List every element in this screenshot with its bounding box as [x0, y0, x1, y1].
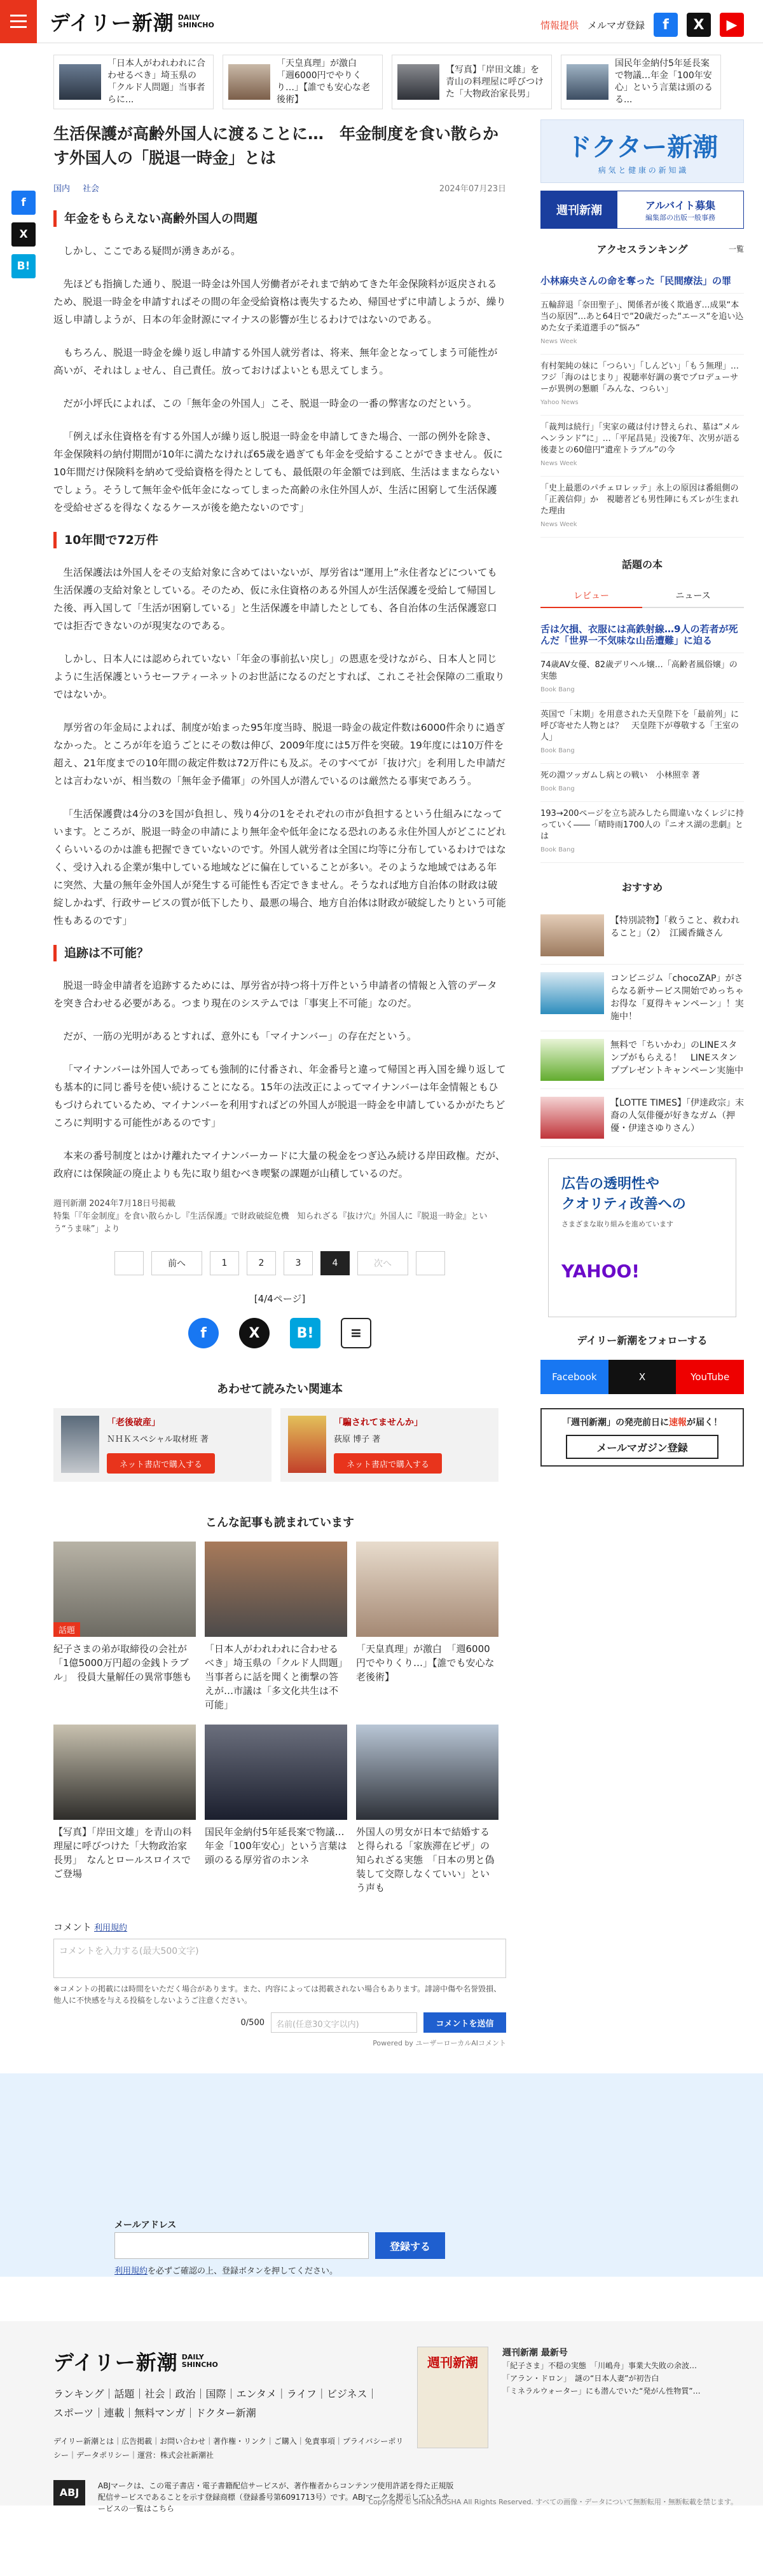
abj-text: ABJマークは、この電子書店・電子書籍配信サービスが、著作権者からコンテンツ使用許諾を得た正規版配信サービスであることを示す登録商標（登録番号第6091713号）です。ABJマークを掲示しているサービスの一覧はこちら: [98, 2481, 454, 2513]
site-logo[interactable]: [50, 7, 214, 36]
tab-review[interactable]: レビュー: [540, 584, 642, 608]
pagination: [53, 1251, 506, 1275]
article-title: 生活保護が高齢外国人に渡ることに… 年金制度を食い散らかす外国人の「脱退一時金」とは: [53, 125, 499, 167]
section-heading: 10年間で72万件: [53, 532, 506, 548]
menu-icon[interactable]: [0, 0, 37, 43]
facebook-icon[interactable]: f: [654, 13, 678, 37]
comment-section: コメント 利用規約 コメントを入力する(最大500文字) ※コメントの掲載には時間をいただく場合があります。また、内容によっては掲載されない場合もあります。誹謗中傷や名誉毀損、他人に不快感を与える投稿をしないようご注意ください。 0/500 名前(任意30文字以内) コメントを送信 Powered by ユーザーローカルAIコメント: [53, 1922, 506, 2047]
page-blank: [416, 1251, 445, 1275]
follow-title: デイリー新潮をフォローする: [577, 1334, 708, 1346]
page-2[interactable]: 2: [247, 1251, 276, 1275]
email-label: メールアドレス: [114, 2220, 177, 2230]
ranking-item[interactable]: 五輪辞退「奈田聖子」、関係者が後く欺過ぎ…成果“本当の原因”…あと64日で“20歳だった“エース“を追い込めた女子柔道選手の“悩み“ News Week: [540, 294, 744, 355]
ranking-title: アクセスランキング: [596, 243, 688, 255]
page-1[interactable]: 1: [210, 1251, 239, 1275]
book-item[interactable]: 舌は欠損、衣服には高鉄射線…9人の若者が死んだ「世界一不気味な山岳遭難」に迫る: [540, 617, 744, 653]
book-cover: [61, 1416, 99, 1473]
next-button[interactable]: 次へ: [357, 1251, 408, 1275]
page-count: [4/4ページ]: [254, 1293, 306, 1305]
ranking-item[interactable]: 小林麻央さんの命を奪った「民間療法」の罪: [540, 269, 744, 294]
newsletter-section: [0, 2073, 763, 2277]
page-blank: [114, 1251, 144, 1275]
newsletter-note: 利用規約を必ずご確認の上、登録ボタンを押してください。: [114, 2267, 338, 2276]
latest-issue: 週刊新潮 最新号 「紀子さま」不穏の実態 「川嶋舟」事業大失敗の余波… 「アラン・ドロン」 謎の“日本人妻”が初告白 「ミネラルウォーター」にも潜んでいた“発がん性物質”…: [502, 2347, 718, 2397]
sidebar: [540, 119, 744, 2048]
trending-bar: [0, 43, 763, 119]
prev-button[interactable]: 前へ: [151, 1251, 202, 1275]
follow-x-button[interactable]: X: [608, 1360, 677, 1394]
char-count: 0/500: [240, 2017, 265, 2028]
paragraph: 厚労省の年金局によれば、制度が始まった95年度当時、脱退一時金の裁定件数は6000件余りに過ぎなかった。ところが年を追うごとにその数は伸び、2009年度には5万件を突破。19年度には10万件を超え、21年度までの10年間の裁定件数は72万件にも及ぶ。そのすべてが「抜け穴」を利用した申請だとは言わないが、相当数の「無年金予備軍」の外国人が潜んでいるのは厳然たる事実であろう。: [53, 722, 506, 787]
ranking-item[interactable]: 有村架純の妹に「つらい」「しんどい」「もう無理」…フジ「海のはじまり」視聴率好調の裏でプロデューサーが異例の懇願「みんな、つらい」 Yahoo News: [540, 355, 744, 416]
email-input[interactable]: [114, 2232, 369, 2259]
trending-thumb: [59, 64, 101, 100]
card-image: [53, 1542, 196, 1637]
latest-item[interactable]: 「アラン・ドロン」 謎の“日本人妻”が初告白: [502, 2374, 659, 2383]
paragraph: 脱退一時金申請者を追跡するためには、厚労省が持つ将十万件という申請者の情報と入管のデータを突き合わせる必要がある。つまり現在のシステムでは「事実上不可能」なのだ。: [53, 980, 497, 1009]
footer-small-links[interactable]: デイリー新潮とは｜広告掲載｜お問い合わせ｜著作権・リンク｜ご購入｜免責事項｜プライバシーポリシー｜データポリシー｜運営：株式会社新潮社: [53, 2437, 404, 2460]
recommend-thumb: [540, 1097, 604, 1139]
article-card[interactable]: 「天皇真理」が激白 「週6000円でやりくり…」【誰でも安心な老後術】: [356, 1542, 498, 1712]
footer: [0, 2321, 763, 2513]
follow-facebook-button[interactable]: Facebook: [540, 1360, 608, 1394]
section-heading: 年金をもらえない高齢外国人の問題: [53, 210, 506, 227]
book-item[interactable]: 193→200ページを立ち読みしたら間違いなくレジに持っていく――「晴時雨1700人の『ニオス湖の悲劇』とは Book Bang: [540, 802, 744, 863]
comment-input[interactable]: コメントを入力する(最大500文字): [53, 1939, 506, 1978]
abj-mark: ABJ: [53, 2480, 85, 2505]
paragraph: 先ほども指摘した通り、脱退一時金は外国人労働者がそれまで納めてきた年金保険料が返戻されるため、脱退一時金を申請すればその間の年金受給資格は喪失するため、帰国せずに申請しようが、繰り返し申請しようが、日本の年金財源にマイナスの影響が生じるわけではないのである。: [53, 278, 506, 325]
name-input[interactable]: 名前(任意30文字以内): [271, 2012, 417, 2033]
page-4[interactable]: 4: [320, 1251, 350, 1275]
ranking-more-link[interactable]: 一覧: [728, 245, 744, 254]
more-title: こんな記事も読まれています: [205, 1516, 354, 1529]
paragraph: 「生活保護費は4分の3を国が負担し、残り4分の1をそれぞれの市が負担するという仕組みになっています。ところが、脱退一時金の申請により無年金や低年金になる恐れのある永住外国人がどこにどれくらいいるのかは誰も把握できていないのです。外国人就労者は全国に均等に分布しているわけではなく、受け入れる企業が集中している地域などに偏在していることが多い。そのような地域ではある年に突然、大量の無年金外国人が発生する可能性も否定できません。そうなれば地方自治体の財政は破綻しかねず、行政サービスの質が低下したり、最悪の場合、地方自治体は財政が破綻したりという可能性もあるのです」: [53, 808, 506, 926]
recommend-thumb: [540, 914, 604, 956]
book-cover: [288, 1416, 326, 1473]
card-image: [53, 1725, 196, 1820]
facebook-share-icon[interactable]: f: [188, 1318, 219, 1348]
footer-nav[interactable]: ランキング｜話題｜社会｜政治｜国際｜エンタメ｜ライフ｜ビジネス｜スポーツ｜連載｜無料マンガ｜ドクター新潮: [53, 2388, 378, 2419]
paragraph: 生活保護法は外国人をその支給対象に含めてはいないが、厚労省は“運用上”永住者などについても生活保護の支給対象としている。そのため、仮に永住資格のある外国人が生活保護を受給して帰国した後、再入国して「生活が困窮している」と生活保護を申請したとしても、各自治体の生活保護窓口では拒否できないのが現実なのである。: [53, 567, 497, 632]
x-share-icon[interactable]: X: [239, 1318, 270, 1348]
latest-item[interactable]: 「紀子さま」不穏の実態 「川嶋舟」事業大失敗の余波…: [502, 2361, 698, 2370]
category-link[interactable]: 国内: [53, 184, 71, 194]
magazine-cover[interactable]: 週刊新潮: [417, 2347, 488, 2448]
article-source: 週刊新潮 2024年7月18日号掲載 特集「『年金制度』を食い散らかし『生活保護』で財政破綻危機 知られざる『抜け穴』外国人に『脱退一時金』という“うま味”」より: [53, 1199, 488, 1234]
recommend-thumb: [540, 972, 604, 1014]
comment-note: ※コメントの掲載には時間をいただく場合があります。また、内容によっては掲載されない場合もあります。誹謗中傷や名誉毀損、他人に不快感を与える投稿をしないようご注意ください。: [53, 1984, 502, 2005]
article-card[interactable]: 【写真】「岸田文雄」を青山の料理屋に呼びつけた「大物政治家長男」 なんとロールスロイスでご登場: [53, 1725, 196, 1895]
article-card[interactable]: 外国人の男女が日本で結婚すると得られる「家族滞在ビザ」の知られざる実態 「日本の男と偽装して交際しなくていい」という声も: [356, 1725, 498, 1895]
mailmag-button[interactable]: メールマガジン登録: [566, 1435, 718, 1459]
paragraph: だが小坪氏によれば、この「無年金の外国人」こそ、脱退一時金の一番の弊害なのだという。: [63, 398, 478, 409]
trending-card[interactable]: 「日本人がわれわれに合わせるべき」埼玉県の「クルド人問題」当事者らに...: [53, 55, 214, 109]
mailmag-box: 「週刊新潮」の発売前日に速報が届く！ メールマガジン登録: [540, 1408, 744, 1467]
rules-link[interactable]: 利用規約: [94, 1923, 128, 1933]
books-title: 話題の本: [621, 559, 663, 571]
comment-icon[interactable]: ≡: [341, 1318, 371, 1348]
x-icon[interactable]: X: [687, 13, 711, 37]
paragraph: しかし、日本人には認められていない「年金の事前払い戻し」の恩恵を受けながら、日本人と同じように生活保護というセーフティーネットのお世話になるのだとすれば、これこそ社会保障の二重取りではないか。: [53, 653, 505, 700]
card-image: [205, 1725, 347, 1820]
books-list: [540, 617, 744, 863]
article-card[interactable]: 「日本人がわれわれに合わせるべき」埼玉県の「クルド人問題」当事者らに話を聞くと衝撃の答えが…市議は「多文化共生は不可能」: [205, 1542, 347, 1712]
follow-youtube-button[interactable]: YouTube: [676, 1360, 744, 1394]
submit-comment-button[interactable]: コメントを送信: [423, 2012, 506, 2033]
trending-card[interactable]: 国民年金納付5年延長案で物議…年金「100年安心」という言葉は頭のるる...: [561, 55, 721, 109]
x-share-icon[interactable]: X: [11, 222, 36, 247]
section-heading: 追跡は不可能？: [53, 945, 506, 961]
hatena-share-icon[interactable]: B!: [290, 1318, 320, 1348]
paragraph: もちろん、脱退一時金を繰り返し申請する外国人就労者は、将来、無年金となってしまう可能性が高いが、それはしょせん、自己責任。放っておけばよいとも思えてしまう。: [53, 347, 498, 376]
buy-button[interactable]: ネット書店で購入する: [334, 1453, 442, 1474]
article-card[interactable]: 国民年金納付5年延長案で物議…年金「100年安心」という言葉は頭のるる厚労省のホンネ: [205, 1725, 347, 1895]
page-3[interactable]: 3: [284, 1251, 313, 1275]
recommend-item[interactable]: 無料で「ちいかわ」のLINEスタンプがもらえる！ LINEスタンププレゼントキャンペーン実施中: [540, 1031, 744, 1089]
site-header: [0, 0, 763, 43]
copyright: Copyright © SHINCHOSHA All Rights Reserved. すべての画像・データについて無断転用・無断転載を禁じます。: [368, 2498, 738, 2506]
card-image: [205, 1542, 347, 1637]
recommend-title: おすすめ: [621, 881, 663, 893]
side-share: [11, 191, 36, 278]
register-button[interactable]: 登録する: [375, 2232, 445, 2259]
recruit-ad[interactable]: 週刊新潮 アルバイト募集 編集部の出版一般事務: [540, 191, 744, 229]
paragraph: 「例えば永住資格を有する外国人が繰り返し脱退一時金を申請してきた場合、一部の例外を除き、年金保険料の納付期間が10年に満たなければ65歳を過ぎても年金を受給することができません。仮に10年間だけ保険料を納めて受給資格を得たとしても、最低限の年金額では到底、生活はままならないでしょう。そうして無年金や低年金になってしまった高齢の永住外国人が、生活に困窮して生活保護を受給せざるを得なくなるケースが後を絶たないのです」: [53, 431, 503, 513]
mail-link[interactable]: メルマガ登録: [587, 19, 645, 31]
related-title: あわせて読みたい関連本: [217, 1383, 343, 1396]
ranking-list: [540, 269, 744, 538]
info-link[interactable]: 情報提供: [540, 19, 579, 31]
ranking-item[interactable]: 「史上最悪のパチェロレッテ」永上の原因は番組側の「正義信仰」か 視聴者ども男性陣にもズレが生まれた理由 News Week: [540, 477, 744, 538]
card-image: [356, 1725, 498, 1820]
hatena-share-icon[interactable]: B!: [11, 254, 36, 278]
article: [36, 119, 506, 2048]
paragraph: しかし、ここである疑問が湧きあがる。: [63, 245, 241, 257]
book-item[interactable]: 死の淵ツッガムし病との戦い 小林照幸 著 Book Bang: [540, 764, 744, 802]
latest-item[interactable]: 「ミネラルウォーター」にも潜んでいた“発がん性物質”…: [502, 2387, 701, 2396]
powered-by: Powered by ユーザーローカルAIコメント: [373, 2039, 506, 2047]
tab-news[interactable]: ニュース: [642, 584, 744, 608]
recommend-item[interactable]: 【特別読物】「救うこと、救われること」（2） 江國香織さん: [540, 907, 744, 965]
buy-button[interactable]: ネット書店で購入する: [107, 1453, 215, 1474]
youtube-icon[interactable]: ▶: [720, 13, 744, 37]
related-book[interactable]: 「老後破産」 ＮＨＫスペシャル取材班 著 ネット書店で購入する: [53, 1408, 272, 1482]
paragraph: だが、一筋の光明があるとすれば、意外にも「マイナンバー」の存在だという。: [63, 1031, 417, 1042]
related-book[interactable]: 「騙されてませんか」 荻原 博子 著 ネット書店で購入する: [280, 1408, 498, 1482]
paragraph: 「マイナンバーは外国人であっても強制的に付番され、年金番号と違って帰国と再入国を繰り返しても基本的に同じ番号を使い続けることになる。15年の法改正によってマイナンバーは年金情報ともひもづけられているため、マイナンバーを利用すればどの外国人が脱退一時金を申請しているかがたちどころに判明する可能性があるのです」: [53, 1064, 506, 1129]
terms-link[interactable]: 利用規約: [114, 2267, 148, 2276]
trending-card[interactable]: 「天皇真理」が激白 「週6000円でやりくり…」【誰でも安心な老後術】: [223, 55, 383, 109]
trending-card[interactable]: 【写真】「岸田文雄」を青山の料理屋に呼びつけた「大物政治家長男」: [392, 55, 552, 109]
yahoo-ad[interactable]: 広告の透明性や クオリティ改善への さまざまな取り組みを進めています YAHOO!: [548, 1158, 736, 1317]
recommend-item[interactable]: 【LOTTE TIMES】「伊達政宗」末裔の人気俳優が好きなガム（押優・伊達さゆりさん）: [540, 1089, 744, 1147]
book-item[interactable]: 英国で「末期」を用意された天皇陛下を「最前列」に呼び寄せた人物とは？ 天皇陛下が尊敬する「王室の人」 Book Bang: [540, 703, 744, 764]
card-image: [356, 1542, 498, 1637]
logo-text: デイリー新潮: [50, 10, 174, 35]
facebook-share-icon[interactable]: f: [11, 191, 36, 215]
recommend-item[interactable]: コンビニジム「chocoZAP」がさらなる新サービス開始でめっちゃお得な「夏得キャンペーン」！実施中！: [540, 965, 744, 1031]
ranking-item[interactable]: 「裁判は続行」「実家の蔵は付け替えられ、墓は“メルヘンランド”に」…「平尾昌晃」没後7年、次男が語る後妻との60億円“遺産トラブル”の今 News Week: [540, 416, 744, 477]
recommend-thumb: [540, 1039, 604, 1081]
book-item[interactable]: 74歳AV女優、82歳デリヘル嬢…「高齢者風俗嬢」の実態 Book Bang: [540, 653, 744, 703]
trending-thumb: [397, 64, 439, 100]
article-card[interactable]: 話題 紀子さまの弟が取締役の会社が「1億5000万円超の金銭トラブル」 役員大量解任の異常事態も: [53, 1542, 196, 1712]
category-link[interactable]: 社会: [83, 184, 100, 194]
doctor-shincho-ad[interactable]: ドクター新潮 病 気 と 健 康 の 新 知 識: [540, 119, 744, 183]
footer-logo[interactable]: デイリー新潮 DAILY SHINCHO: [53, 2350, 218, 2375]
trending-thumb: [228, 64, 270, 100]
logo-en: DAILY SHINCHO: [177, 13, 214, 29]
article-date: 2024年07月23日: [439, 184, 506, 194]
paragraph: 本来の番号制度とはかけ離れたマイナンバーカードに大量の税金をつぎ込み続ける岸田政権。だが、政府には保険証の廃止よりも先に取り組むべき喫緊の課題が山積しているのだ。: [53, 1150, 505, 1179]
trending-thumb: [567, 64, 608, 100]
topic-label: 話題: [53, 1622, 80, 1637]
